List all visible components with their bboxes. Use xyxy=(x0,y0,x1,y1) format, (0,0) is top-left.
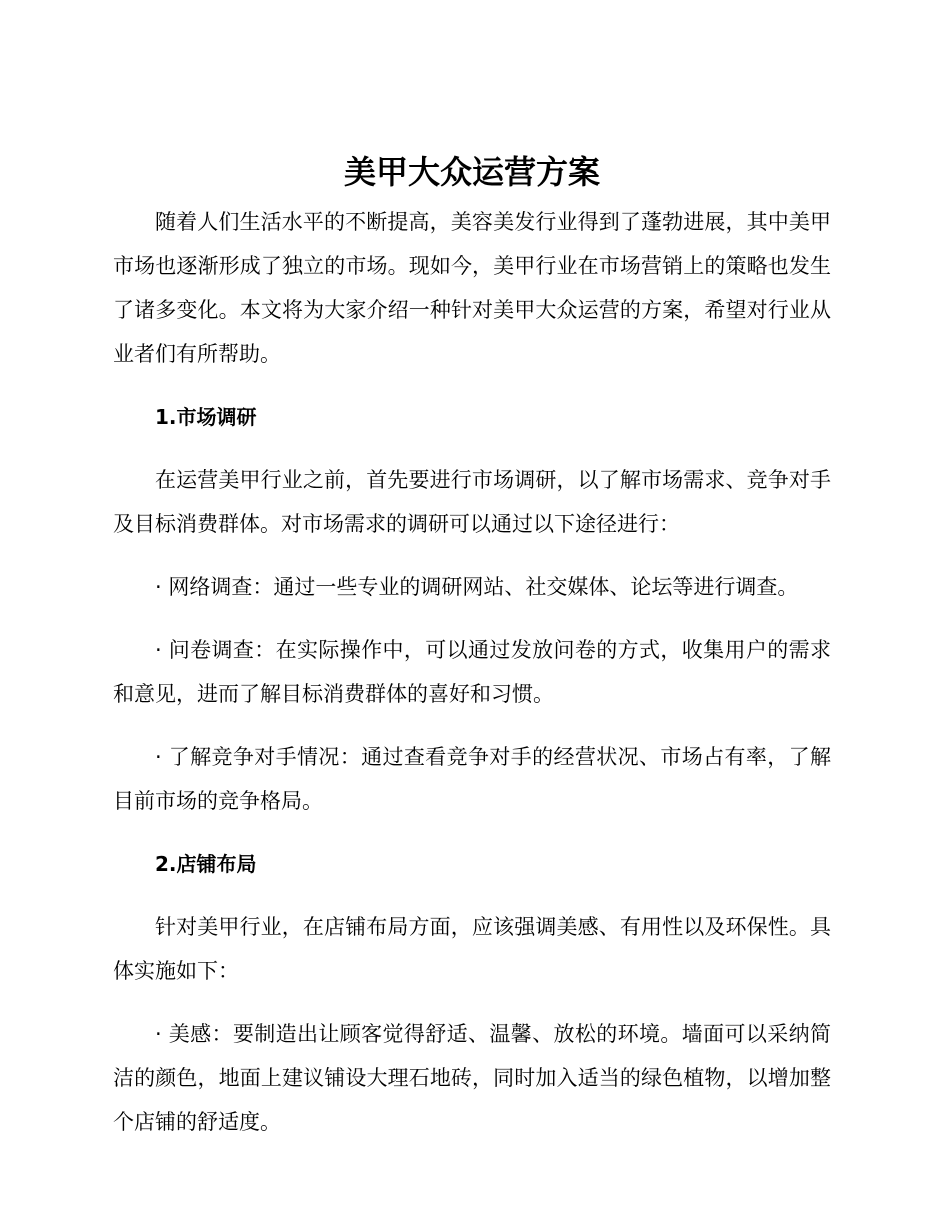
section-heading-market-research: 1.市场调研 xyxy=(155,405,257,429)
bullet-aesthetics: · 美感：要制造出让顾客觉得舒适、温馨、放松的环境。墙面可以采纳简洁的颜色，地面上建议铺设大理石地砖，同时加入适当的绿色植物，以增加整个店铺的舒适度。 xyxy=(113,1022,831,1134)
section-heading-store-layout: 2.店铺布局 xyxy=(155,852,257,876)
store-layout-lead-paragraph: 针对美甲行业，在店铺布局方面，应该强调美感、有用性以及环保性。具体实施如下： xyxy=(113,915,831,983)
document-page xyxy=(113,148,831,1144)
document-title: 美甲大众运营方案 xyxy=(343,153,600,191)
market-research-lead-paragraph: 在运营美甲行业之前，首先要进行市场调研，以了解市场需求、竞争对手及目标消费群体。对市场需求的调研可以通过以下途径进行： xyxy=(113,468,831,536)
bullet-competitors: · 了解竞争对手情况：通过查看竞争对手的经营状况、市场占有率，了解目前市场的竞争格局。 xyxy=(113,745,831,813)
bullet-online-survey: · 网络调查：通过一些专业的调研网站、社交媒体、论坛等进行调查。 xyxy=(155,575,799,599)
intro-paragraph: 随着人们生活水平的不断提高，美容美发行业得到了蓬勃进展，其中美甲市场也逐渐形成了独立的市场。现如今，美甲行业在市场营销上的策略也发生了诸多变化。本文将为大家介绍一种针对美甲大众运营的方案，希望对行业从业者们有所帮助。 xyxy=(113,210,831,366)
bullet-questionnaire: · 问卷调查：在实际操作中，可以通过发放问卷的方式，收集用户的需求和意见，进而了解目标消费群体的喜好和习惯。 xyxy=(113,638,831,706)
